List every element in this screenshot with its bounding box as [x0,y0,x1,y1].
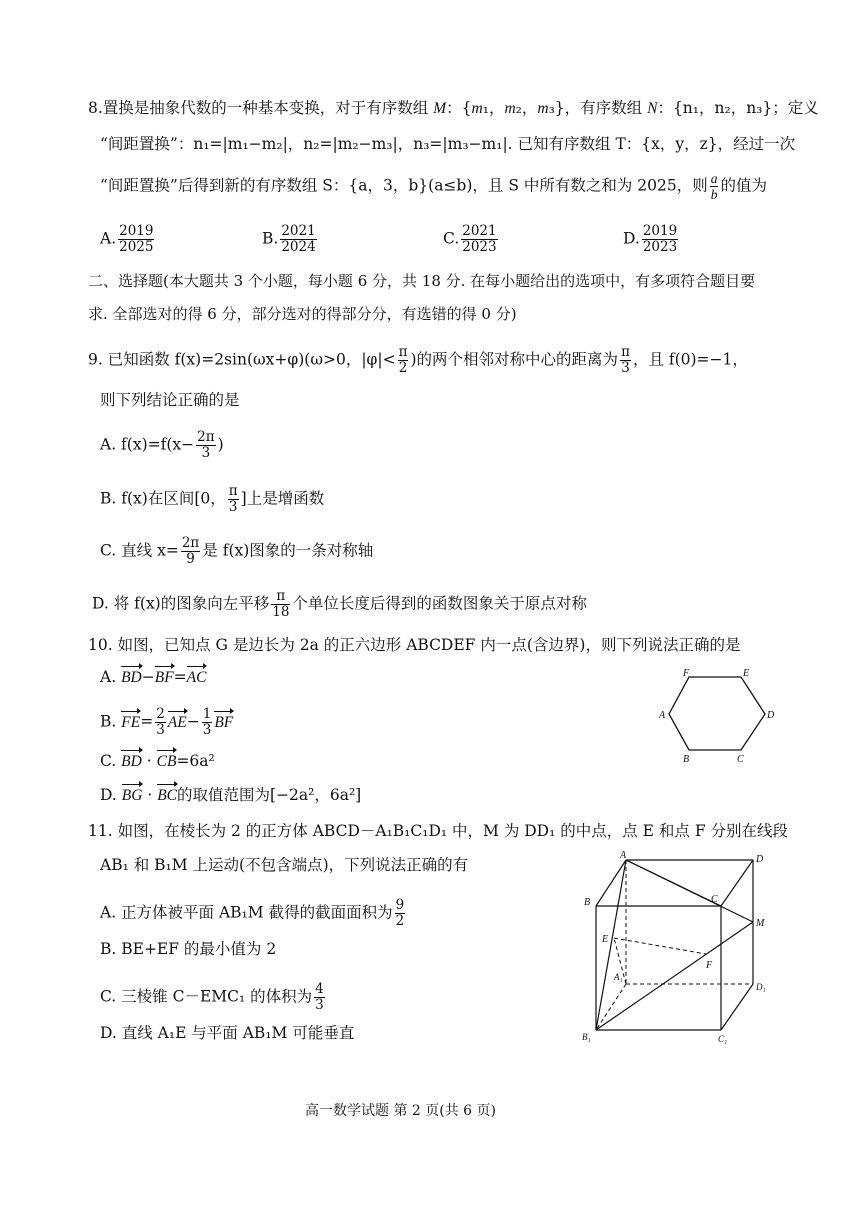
hex-label-b: B [683,754,690,765]
q10-option-d: D. BG · BC的取值范围为[−2a²，6a²] [100,784,361,807]
cube-label-m: M [756,918,765,929]
section-2-heading-line-1: 二、选择题(本大题共 3 个小题，每小题 6 分，共 18 分. 在每小题给出的选项中，有多项符合题目要 [88,272,756,290]
q9-option-d: D. 将 f(x)的图象向左平移 $\frac{\pi}{18}$ 个单位长度后得到的函数图象关于原点对称 [92,588,587,620]
q8-option-b: B. $\frac{2021}{2024}$ [262,223,316,255]
cube-label-d1: D₁ [756,982,766,992]
cube-label-e: E [602,934,609,945]
cube-label-c1: C₁ [718,1034,728,1044]
cube-label-b1: B₁ [582,1032,591,1042]
hexagon-outline [669,677,765,750]
cube-label-c: C [711,894,718,905]
cube-label-f: F [706,960,713,971]
hex-label-f: F [683,668,690,679]
section-2-heading-line-2: 求. 全部选对的得 6 分，部分选对的得部分分，有选错的得 0 分) [88,305,517,323]
hex-label-e: E [743,668,750,679]
q10-option-b: B. FE= $\frac{2}{3}$ AE− $\frac{1}{3}$ BF [100,706,234,738]
edge-ef-hidden [614,938,706,954]
q9-option-c: C. 直线 x= $\frac{2\pi}{9}$ 是 f(x)图象的一条对称轴 [100,535,374,567]
q8-option-d: D. $\frac{2019}{2023}$ [623,223,678,255]
fraction-a-over-b: $\frac{a}{b}$ [710,171,718,202]
q10-option-a: A. BD−BF=AC [100,666,206,689]
q8-number: 8. [88,99,103,117]
edge-ab1 [596,860,626,1030]
q8-line-3: “间距置换”后得到新的有序数组 S：{a，3，b}(a≤b)，且 S 中所有数之和为 2025，则 $\frac{a}{b}$ 的值为 [100,171,767,202]
q9-option-b: B. f(x)在区间[0， $\frac{\pi}{3}$ ]上是增函数 [100,483,325,515]
cube-label-a1: A₁ [614,972,623,982]
q11-option-c: C. 三棱锥 C－EMC₁ 的体积为 $\frac{4}{3}$ [100,981,324,1013]
edge-ac [626,860,721,906]
q9-line-1: 9. 已知函数 f(x)=2sin(ωx+φ)(ω>0，|φ|< $\frac{\pi}{2}$ )的两个相邻对称中心的距离为 $\frac{\pi}{3}$ ，且 f(0)=−1， [88,344,748,376]
edge-c1d1 [721,984,753,1030]
q9-option-a: A. f(x)=f(x− $\frac{2\pi}{3}$ ) [100,429,224,461]
q10-option-c: C. BD · CB=6a² [100,750,215,773]
q11-option-a: A. 正方体被平面 AB₁M 截得的截面面积为 $\frac{9}{2}$ [100,897,405,929]
hex-label-d: D [767,710,775,721]
cube-label-d: D [756,854,764,865]
cube-label-b: B [584,897,591,908]
edge-dc [721,860,753,906]
q10-line-1: 10. 如图，已知点 G 是边长为 2a 的正六边形 ABCDEF 内一点(含边界)，则下列说法正确的是 [88,636,741,654]
q11-line-2: AB₁ 和 B₁M 上运动(不包含端点)，下列说法正确的有 [100,856,469,874]
q9-line-2: 则下列结论正确的是 [100,391,240,409]
q8-line-2: “间距置换”：n₁=|m₁−m₂|，n₂=|m₂−m₃|，n₃=|m₃−m₁|. 已知有序数组 T：{x，y，z}，经过一次 [100,135,796,153]
cube-label-a: A [620,850,627,861]
q8-option-c: C. $\frac{2021}{2023}$ [443,223,497,255]
q8-option-a: A. $\frac{2019}{2025}$ [100,223,154,255]
q11-option-d: D. 直线 A₁E 与平面 AB₁M 可能垂直 [100,1024,355,1042]
hex-label-c: C [737,754,744,765]
page-footer: 高一数学试题 第 2 页(共 6 页) [305,1103,496,1119]
hex-label-a: A [659,710,666,721]
cube-figure [578,850,778,1050]
hexagon-figure [655,660,775,770]
q11-option-b: B. BE+EF 的最小值为 2 [100,940,277,958]
q11-line-1: 11. 如图，在棱长为 2 的正方体 ABCD－A₁B₁C₁D₁ 中，M 为 DD₁ 的中点，点 E 和点 F 分别在线段 [88,822,789,840]
q8-line-1: 8.置换是抽象代数的一种基本变换，对于有序数组 M：{m₁，m₂，m₃}，有序数组 N：{n₁，n₂，n₃}；定义 [88,99,819,117]
